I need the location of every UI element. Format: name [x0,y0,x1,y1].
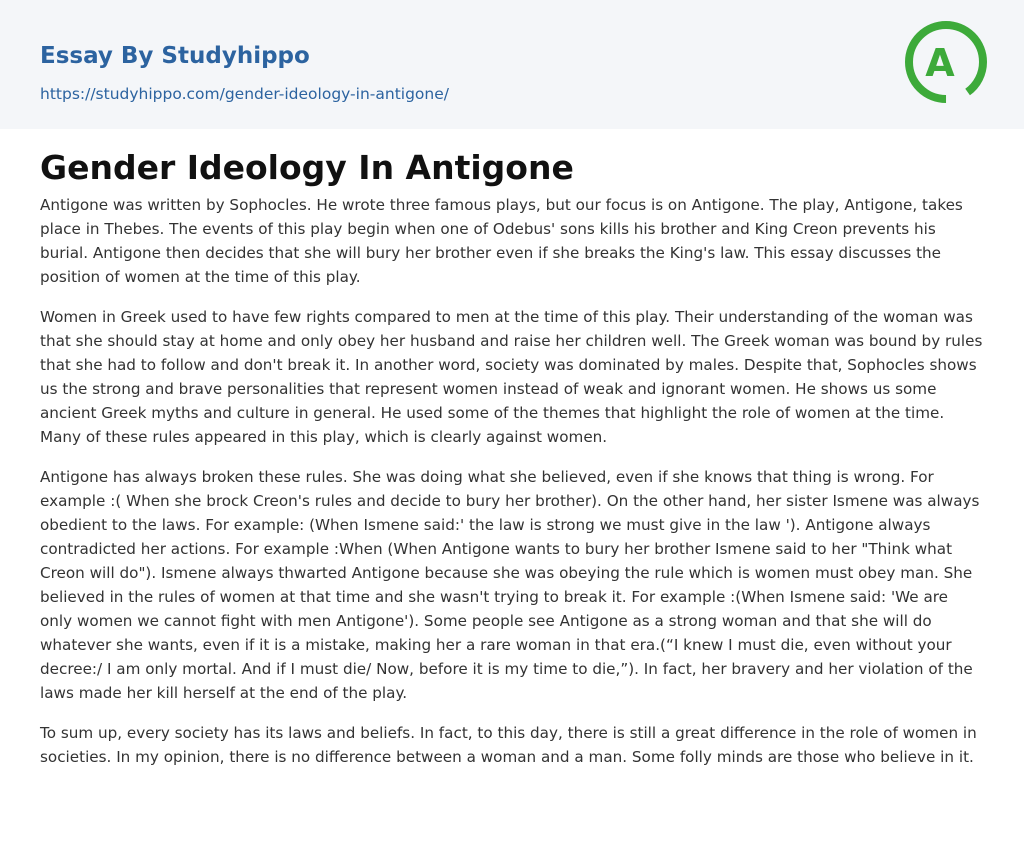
logo-letter: A [925,41,955,85]
source-url-link[interactable]: https://studyhippo.com/gender-ideology-in-antigone/ [40,85,449,103]
essay-content [0,129,1024,769]
site-header [0,0,1024,129]
essay-paragraph: To sum up, every society has its laws and beliefs. In fact, to this day, there is still a great difference in the role of women in societies. In my opinion, there is no difference between a woman and a man. Some folly minds are those who believe in it. [40,724,977,766]
page-title: Gender Ideology In Antigone [40,148,574,187]
essay-paragraph: Antigone has always broken these rules. She was doing what she believed, even if she knows that thing is wrong. For example :( When she brock Creon's rules and decide to bury her brother). On the other hand, her sister Ismene was always obedient to the laws. For example: (When Ismene said:' the law is strong we must give in the law '). Antigone always contradicted her actions. For example :When (When Antigone wants to bury her brother Ismene said to her "Think what Creon will do"). Ismene always thwarted Antigone because she was obeying the rule which is women must obey man. She believed in the rules of women at that time and she wasn't trying to break it. For example :(When Ismene said: 'We are only women we cannot fight with men Antigone'). Some people see Antigone as a strong woman and that she will do whatever she wants, even if it is a mistake, making her a rare woman in that era.(“I knew I must die, even without your decree:/ I am only mortal. And if I must die/ Now, before it is my time to die,”). In fact, her bravery and her violation of the laws made her kill herself at the end of the play. [40,468,980,702]
essay-paragraph: Antigone was written by Sophocles. He wrote three famous plays, but our focus is on Antigone. The play, Antigone, takes place in Thebes. The events of this play begin when one of Odebus' sons kills his brother and King Creon prevents his burial. Antigone then decides that she will bury her brother even if she breaks the King's law. This essay discusses the position of women at the time of this play. [40,196,963,286]
studyhippo-logo-icon[interactable] [904,20,988,104]
brand-title: Essay By Studyhippo [40,43,310,69]
essay-paragraph: Women in Greek used to have few rights compared to men at the time of this play. Their understanding of the woman was that she should stay at home and only obey her husband and raise her children well. The Greek woman was bound by rules that she had to follow and don't break it. In another word, society was dominated by males. Despite that, Sophocles shows us the strong and brave personalities that represent women instead of weak and ignorant women. He shows us some ancient Greek myths and culture in general. He used some of the themes that highlight the role of women at the time. Many of these rules appeared in this play, which is clearly against women. [40,308,983,446]
